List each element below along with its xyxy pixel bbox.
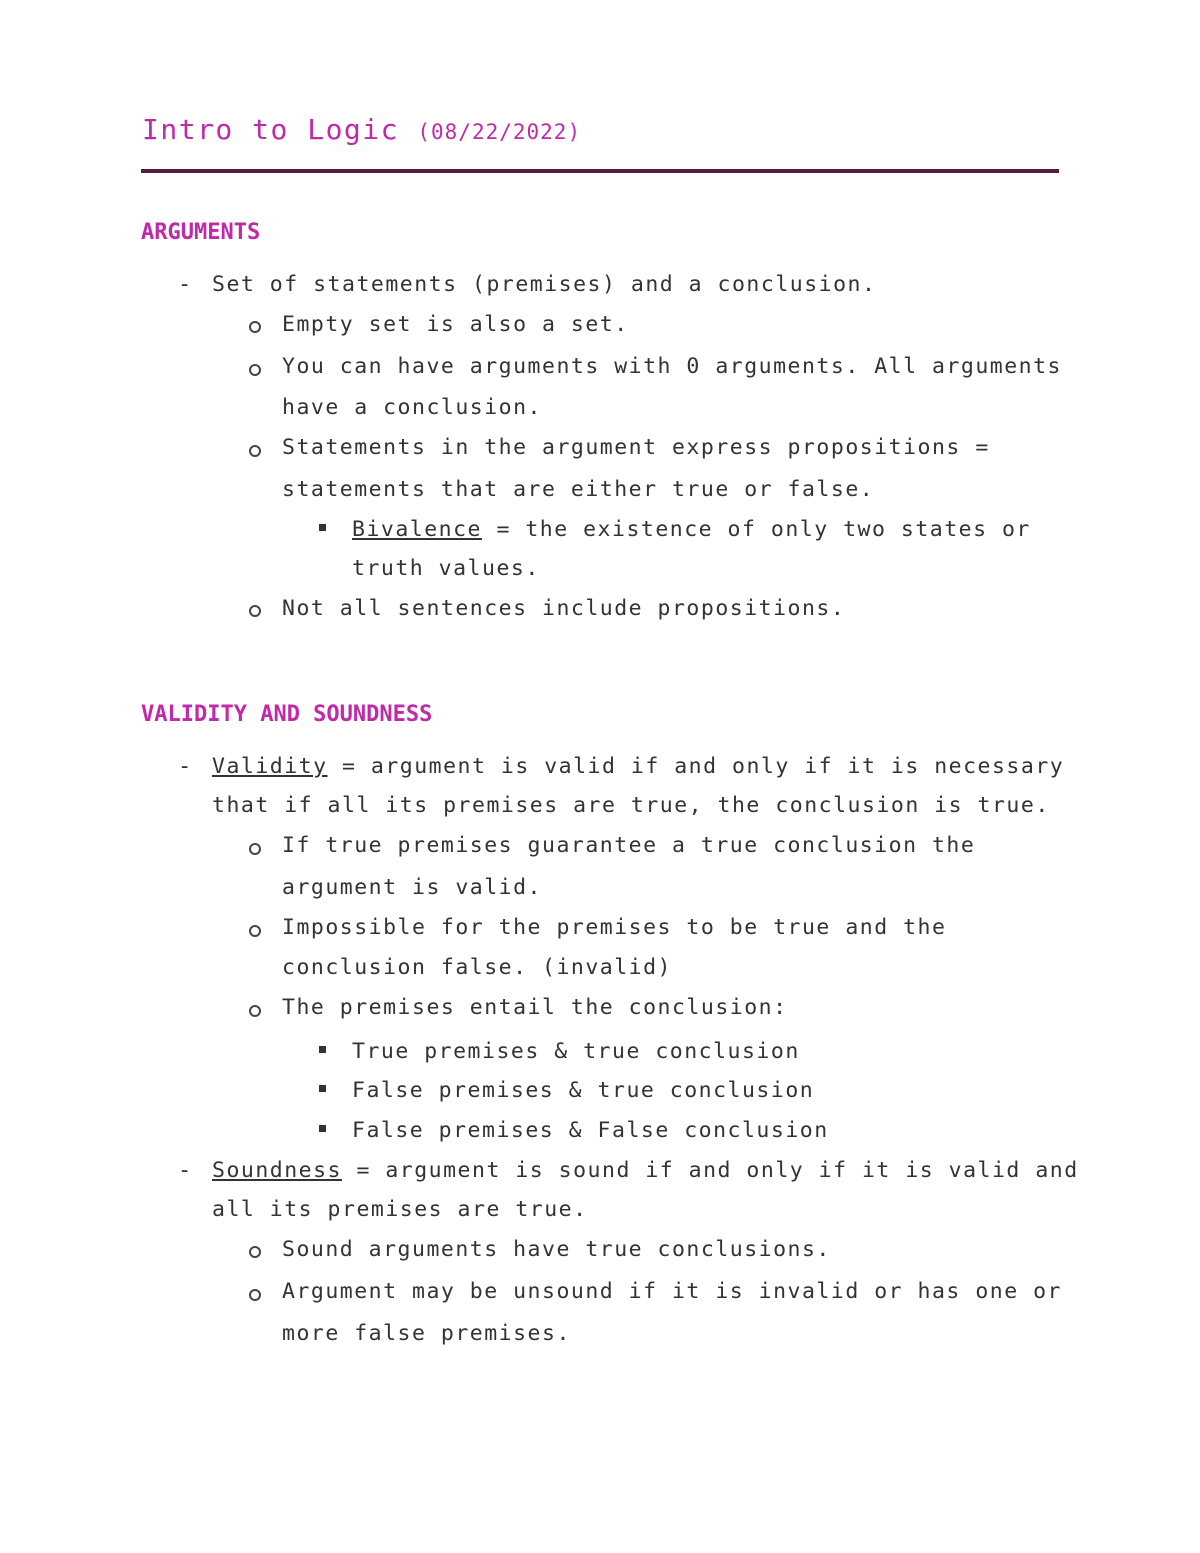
circle-bullet-icon xyxy=(249,605,261,617)
dash-bullet-icon: - xyxy=(178,272,192,297)
square-bullet-icon xyxy=(319,524,326,531)
circle-bullet-icon xyxy=(249,364,261,376)
square-bullet-icon xyxy=(319,1046,326,1053)
list-item: You can have arguments with 0 arguments. All arguments xyxy=(282,354,1062,379)
circle-bullet-icon xyxy=(249,321,261,333)
list-item: Statements in the argument express propositions = xyxy=(282,435,990,460)
list-item xyxy=(352,517,1031,542)
term-validity: Validity xyxy=(212,754,328,779)
list-item-continuation: truth values. xyxy=(352,556,540,581)
title-text: Intro to Logic xyxy=(142,113,400,146)
circle-bullet-icon xyxy=(249,1289,261,1301)
term-bivalence: Bivalence xyxy=(352,517,482,542)
section-heading-validity: VALIDITY AND SOUNDNESS xyxy=(141,702,433,727)
list-item xyxy=(212,1158,1079,1183)
list-item: Not all sentences include propositions. xyxy=(282,596,846,621)
list-item: Impossible for the premises to be true and the xyxy=(282,915,947,940)
dash-bullet-icon: - xyxy=(178,1158,192,1183)
list-item-continuation: statements that are either true or false. xyxy=(282,477,875,502)
list-item: Set of statements (premises) and a conclusion. xyxy=(212,272,877,297)
list-item: If true premises guarantee a true conclusion the xyxy=(282,833,976,858)
list-item: Sound arguments have true conclusions. xyxy=(282,1237,831,1262)
list-item: False premises & False conclusion xyxy=(352,1118,829,1143)
section-heading-arguments: ARGUMENTS xyxy=(141,220,261,245)
list-item-continuation: conclusion false. (invalid) xyxy=(282,955,672,980)
definition-text: = the existence of only two states or xyxy=(482,517,1031,542)
list-item: True premises & true conclusion xyxy=(352,1039,800,1064)
dash-bullet-icon: - xyxy=(178,754,192,779)
square-bullet-icon xyxy=(319,1125,326,1132)
circle-bullet-icon xyxy=(249,1005,261,1017)
list-item-continuation: that if all its premises are true, the conclusion is true. xyxy=(212,793,1050,818)
definition-text: = argument is valid if and only if it is necessary xyxy=(327,754,1065,779)
list-item-continuation: more false premises. xyxy=(282,1321,571,1346)
list-item: The premises entail the conclusion: xyxy=(282,995,788,1020)
square-bullet-icon xyxy=(319,1085,326,1092)
term-soundness: Soundness xyxy=(212,1158,342,1183)
list-item: Argument may be unsound if it is invalid or has one or xyxy=(282,1279,1062,1304)
title-divider xyxy=(141,169,1059,173)
list-item-continuation: have a conclusion. xyxy=(282,395,542,420)
circle-bullet-icon xyxy=(249,445,261,457)
circle-bullet-icon xyxy=(249,925,261,937)
page-title xyxy=(142,113,581,146)
list-item-continuation: all its premises are true. xyxy=(212,1197,588,1222)
definition-text: = argument is sound if and only if it is valid and xyxy=(342,1158,1079,1183)
circle-bullet-icon xyxy=(249,1246,261,1258)
title-date: (08/22/2022) xyxy=(417,120,582,144)
list-item: False premises & true conclusion xyxy=(352,1078,815,1103)
list-item xyxy=(212,754,1064,779)
list-item: Empty set is also a set. xyxy=(282,312,629,337)
circle-bullet-icon xyxy=(249,843,261,855)
list-item-continuation: argument is valid. xyxy=(282,875,542,900)
